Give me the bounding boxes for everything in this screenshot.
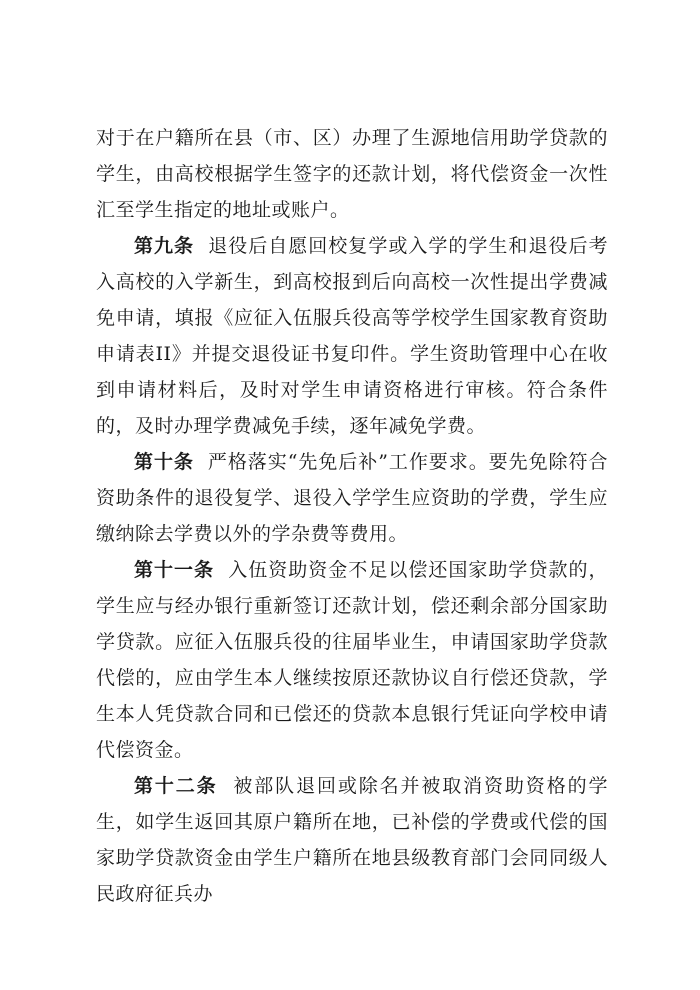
article-11 [96, 552, 608, 768]
article-12 [96, 768, 608, 912]
article-label: 第九条 [134, 235, 195, 257]
article-label: 第十二条 [134, 775, 218, 797]
article-9 [96, 228, 608, 444]
article-label: 第十一条 [134, 559, 215, 581]
paragraph-text: 对于在户籍所在县（市、区）办理了生源地信用助学贷款的学生，由高校根据学生签字的还款计划，将代偿资金一次性汇至学生指定的地址或账户。 [96, 127, 608, 221]
paragraph-text: 退役后自愿回校复学或入学的学生和退役后考入高校的入学新生，到高校报到后向高校一次性提出学费减免申请，填报《应征入伍服兵役高等学校学生国家教育资助申请表II》并提交退役证书复印件。学生资助管理中心在收到申请材料后，及时对学生申请资格进行审核。符合条件的，及时办理学费减免手续，逐年减免学费。 [96, 235, 608, 437]
paragraph-continuation [96, 120, 608, 228]
article-10 [96, 444, 608, 552]
article-label: 第十条 [134, 451, 194, 473]
paragraph-text: 被部队退回或除名并被取消资助资格的学生，如学生返回其原户籍所在地，已补偿的学费或代偿的国家助学贷款资金由学生户籍所在地县级教育部门会同同级人民政府征兵办 [96, 775, 608, 905]
paragraph-text: 严格落实“先免后补”工作要求。要先免除符合资助条件的退役复学、退役入学学生应资助的学费，学生应缴纳除去学费以外的学杂费等费用。 [96, 451, 608, 545]
paragraph-text: 入伍资助资金不足以偿还国家助学贷款的，学生应与经办银行重新签订还款计划，偿还剩余部分国家助学贷款。应征入伍服兵役的往届毕业生，申请国家助学贷款代偿的，应由学生本人继续按原还款协议自行偿还贷款，学生本人凭贷款合同和已偿还的贷款本息银行凭证向学校申请代偿资金。 [96, 559, 608, 761]
document-body [96, 120, 608, 912]
